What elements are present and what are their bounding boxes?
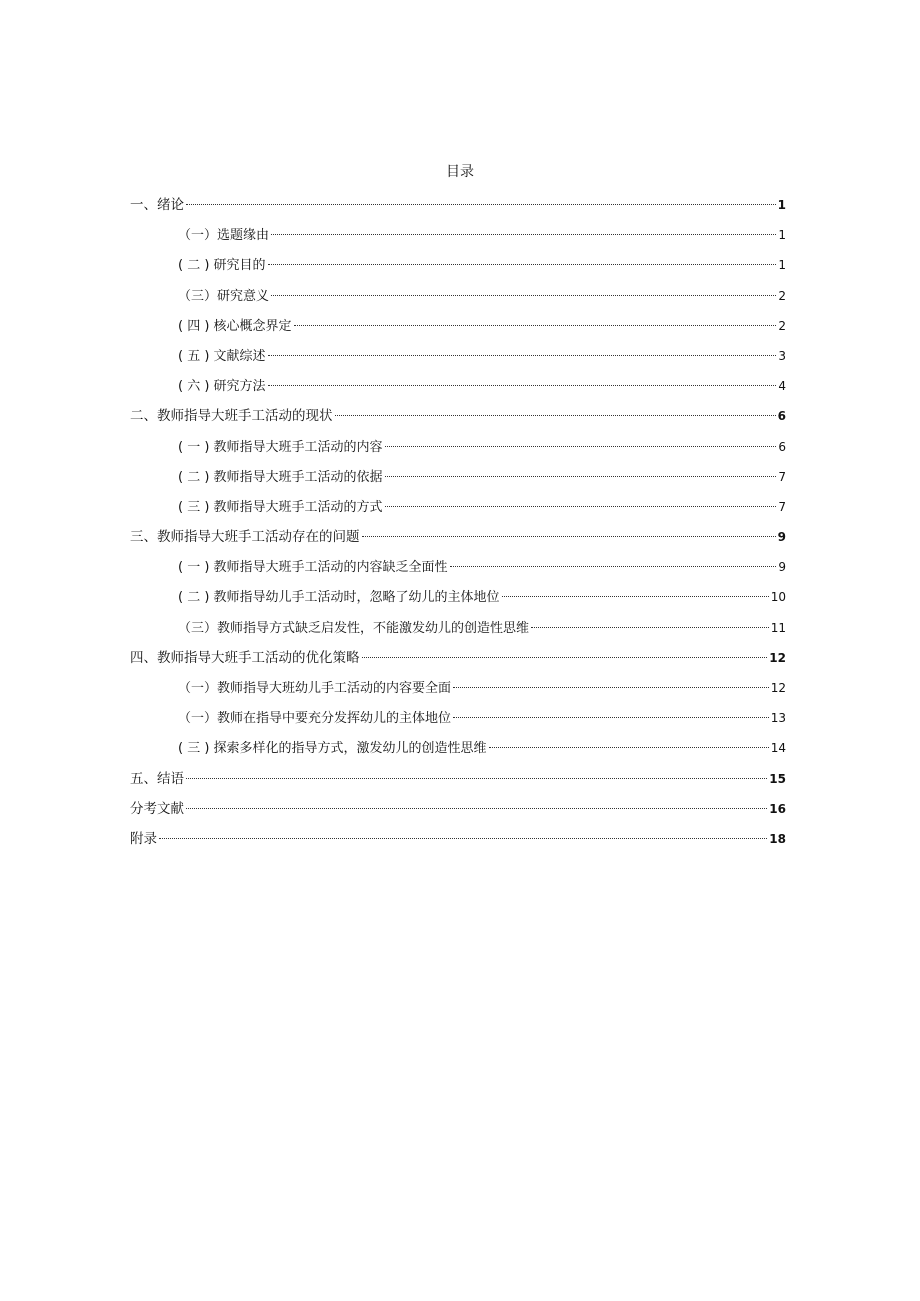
- toc-dot-leader: [453, 717, 769, 718]
- toc-entry-label: 二、教师指导大班手工活动的现状: [130, 408, 333, 425]
- toc-section-entry[interactable]: [130, 224, 786, 254]
- toc-dot-leader: [268, 264, 777, 265]
- toc-entry-page-number: 6: [778, 439, 786, 454]
- toc-entry-label: 四、教师指导大班手工活动的优化策略: [130, 649, 360, 666]
- toc-section-entry[interactable]: [130, 254, 786, 284]
- toc-entry-page-number: 2: [778, 288, 786, 303]
- toc-entry-page-number: 16: [769, 801, 786, 816]
- toc-entry-page-number: 3: [778, 348, 786, 363]
- toc-entry-page-number: 7: [778, 499, 786, 514]
- toc-entry-label: ( 一 ) 教师指导大班手工活动的内容缺乏全面性: [178, 560, 448, 576]
- toc-entry-label: ( 三 ) 教师指导大班手工活动的方式: [178, 499, 383, 515]
- toc-section-entry[interactable]: [130, 375, 786, 405]
- toc-entry-page-number: 7: [778, 469, 786, 484]
- toc-dot-leader: [186, 204, 776, 205]
- toc-dot-leader: [294, 325, 777, 326]
- toc-chapter-entry[interactable]: [130, 768, 786, 798]
- toc-section-entry[interactable]: [130, 707, 786, 737]
- toc-entry-page-number: 18: [769, 831, 786, 846]
- toc-entry-page-number: 12: [770, 681, 786, 695]
- toc-entry-label: 分考文献: [130, 800, 184, 817]
- toc-dot-leader: [271, 295, 776, 296]
- toc-dot-leader: [453, 687, 769, 688]
- toc-section-entry[interactable]: [130, 345, 786, 375]
- toc-entry-label: 五、结语: [130, 770, 184, 787]
- toc-chapter-entry[interactable]: [130, 526, 786, 556]
- toc-entry-label: 一、绪论: [130, 197, 184, 213]
- toc-entry-label: ( 五 ) 文献综述: [178, 348, 266, 364]
- toc-dot-leader: [335, 415, 776, 416]
- toc-dot-leader: [362, 536, 776, 537]
- toc-dot-leader: [385, 506, 777, 507]
- toc-entry-label: （一）选题缘由: [178, 228, 270, 244]
- toc-entry-label: （三）教师指导方式缺乏启发性，不能激发幼儿的创造性思维: [178, 620, 530, 636]
- toc-entry-page-number: 14: [770, 741, 786, 756]
- toc-entry-page-number: 10: [770, 590, 786, 605]
- toc-chapter-entry[interactable]: [130, 798, 786, 828]
- toc-section-entry[interactable]: [130, 556, 786, 586]
- toc-entry-page-number: 6: [777, 409, 786, 424]
- toc-entry-page-number: 1: [778, 228, 786, 243]
- toc-section-entry[interactable]: [130, 586, 786, 616]
- toc-dot-leader: [159, 838, 767, 839]
- toc-dot-leader: [268, 355, 777, 356]
- toc-chapter-entry[interactable]: [130, 828, 786, 858]
- toc-dot-leader: [268, 385, 777, 386]
- toc-entry-label: ( 二 ) 教师指导大班手工活动的依据: [178, 469, 383, 485]
- toc-dot-leader: [362, 657, 768, 658]
- toc-chapter-entry[interactable]: [130, 405, 786, 435]
- toc-section-entry[interactable]: [130, 466, 786, 496]
- toc-entry-label: 三、教师指导大班手工活动存在的问题: [130, 529, 360, 546]
- toc-entry-page-number: 1: [778, 258, 786, 273]
- toc-dot-leader: [450, 566, 777, 567]
- toc-entry-label: 附录: [130, 830, 157, 847]
- toc-dot-leader: [385, 446, 777, 447]
- toc-section-entry[interactable]: [130, 315, 786, 345]
- toc-dot-leader: [502, 596, 769, 597]
- toc-dot-leader: [186, 778, 767, 779]
- toc-dot-leader: [489, 747, 769, 748]
- toc-chapter-entry[interactable]: [130, 647, 786, 677]
- toc-entry-page-number: 12: [769, 650, 786, 665]
- toc-section-entry[interactable]: [130, 617, 786, 647]
- toc-entry-page-number: 1: [777, 198, 786, 212]
- toc-chapter-entry[interactable]: [130, 194, 786, 224]
- toc-entry-page-number: 2: [778, 318, 786, 333]
- toc-entry-page-number: 4: [778, 379, 786, 394]
- toc-entry-label: ( 三 ) 探索多样化的指导方式，激发幼儿的创造性思维: [178, 741, 487, 757]
- toc-entry-page-number: 15: [769, 771, 786, 786]
- toc-section-entry[interactable]: [130, 496, 786, 526]
- toc-section-entry[interactable]: [130, 677, 786, 707]
- toc-entry-page-number: 13: [770, 711, 786, 726]
- toc-section-entry[interactable]: [130, 285, 786, 315]
- toc-entry-label: ( 二 ) 教师指导幼儿手工活动时，忽略了幼儿的主体地位: [178, 590, 500, 606]
- toc-entry-label: （一）教师指导大班幼儿手工活动的内容要全面: [178, 681, 452, 696]
- toc-entry-label: （三）研究意义: [178, 288, 270, 304]
- toc-entry-page-number: 9: [778, 560, 786, 575]
- toc-entry-page-number: 9: [777, 530, 786, 545]
- toc-dot-leader: [385, 476, 777, 477]
- toc-title: 目录: [446, 164, 474, 180]
- toc-section-entry[interactable]: [130, 737, 786, 767]
- toc-entry-label: ( 二 ) 研究目的: [178, 258, 266, 274]
- toc-dot-leader: [531, 627, 769, 628]
- toc-entry-label: ( 一 ) 教师指导大班手工活动的内容: [178, 439, 383, 455]
- toc-dot-leader: [186, 808, 767, 809]
- table-of-contents: [130, 194, 786, 858]
- toc-entry-page-number: 11: [770, 620, 786, 635]
- toc-entry-label: ( 六 ) 研究方法: [178, 379, 266, 395]
- toc-entry-label: （一）教师在指导中要充分发挥幼儿的主体地位: [178, 711, 452, 727]
- toc-section-entry[interactable]: [130, 436, 786, 466]
- toc-entry-label: ( 四 ) 核心概念界定: [178, 318, 292, 334]
- toc-dot-leader: [271, 234, 776, 235]
